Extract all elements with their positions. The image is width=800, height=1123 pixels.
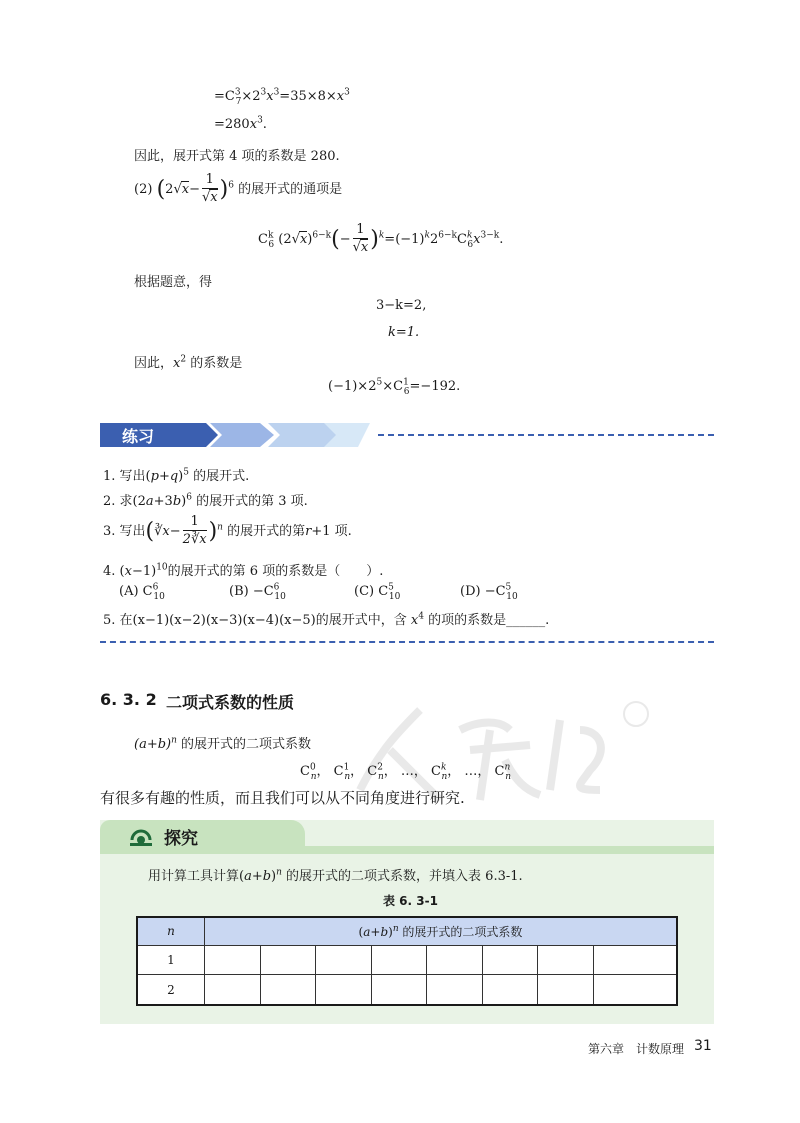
practice-question-5: 5. 在(x−1)(x−2)(x−3)(x−4)(x−5)的展开式中，含 $x^4$ 的项的系数是______. bbox=[103, 611, 550, 628]
by-condition-line: 根据题意，得 bbox=[134, 275, 213, 290]
conclusion-line-2: 因此，$x^2$ 的系数是 bbox=[134, 354, 243, 371]
row-n-value: 2 bbox=[137, 975, 205, 1006]
equation-line-2: $=280x^3$. bbox=[214, 115, 267, 132]
column-header-n: n bbox=[137, 917, 205, 945]
table-header-row bbox=[137, 917, 677, 945]
option-a[interactable]: (A) $C^6_{10}$ bbox=[119, 582, 165, 602]
option-d[interactable]: $(D) -C^5_{10}$ bbox=[460, 582, 518, 602]
binomial-coefficients-list: $C^0_n$， $C^1_n$， $C^2_n$， …， $C^k_n$， …， $C^n_n$ bbox=[300, 762, 512, 782]
equation-line-1: $=C^3_7\times 2^3x^3=35\times 8\times x^3$ bbox=[214, 87, 350, 107]
explore-title: 探究 bbox=[164, 829, 198, 849]
explore-prompt: 用计算工具计算$(a+b)^n$ 的展开式的二项式系数，并填入表 6.3-1. bbox=[148, 867, 523, 884]
practice-question-2: 2. 求$(2a+3b)^6$ 的展开式的第 3 项. bbox=[103, 492, 308, 509]
row-n-value: 1 bbox=[137, 945, 205, 975]
section-intro: $(a+b)^n$ 的展开式的二项式系数 bbox=[134, 735, 312, 752]
column-header-coefficients: $(a+b)^n$ 的展开式的二项式系数 bbox=[205, 917, 678, 945]
table-cell[interactable] bbox=[205, 975, 261, 1006]
table-cell[interactable] bbox=[371, 975, 427, 1006]
general-term-equation: $C^k_6$ $(2√x)^{6-k}(-$ $\frac{1}{√x}$ )$^k=(-1)^k2^{6-k}C^k_6x^{3-k}$. bbox=[258, 222, 504, 255]
table-row bbox=[137, 975, 677, 1006]
footer-chapter: 第六章 计数原理 bbox=[588, 1042, 685, 1056]
table-cell[interactable] bbox=[260, 945, 316, 975]
table-row bbox=[137, 945, 677, 975]
coefficient-result: $(-1)\times 2^5\times C^1_6=-192$. bbox=[328, 377, 461, 397]
section-title: 二项式系数的性质 bbox=[166, 693, 295, 712]
equation-k-2: k=1. bbox=[388, 325, 420, 340]
table-cell[interactable] bbox=[427, 975, 483, 1006]
section-body: 有很多有趣的性质，而且我们可以从不同角度进行研究. bbox=[100, 789, 465, 807]
table-cell[interactable] bbox=[593, 945, 677, 975]
option-b[interactable]: $(B) -C^6_{10}$ bbox=[229, 582, 286, 602]
table-cell[interactable] bbox=[316, 945, 372, 975]
table-cell[interactable] bbox=[371, 945, 427, 975]
binomial-coefficient-table bbox=[136, 916, 678, 1006]
practice-question-4: 4. $(x-1)^{10}$的展开式的第 6 项的系数是（ ）. bbox=[103, 562, 384, 579]
practice-question-1: 1. 写出$(p+q)^5$ 的展开式. bbox=[103, 467, 250, 484]
practice-divider-bottom bbox=[100, 641, 714, 643]
table-cell[interactable] bbox=[205, 945, 261, 975]
equation-k-1: 3−k=2, bbox=[376, 298, 427, 313]
table-cell[interactable] bbox=[482, 945, 538, 975]
option-c[interactable]: (C) $C^5_{10}$ bbox=[354, 582, 401, 602]
practice-title: 练习 bbox=[122, 427, 155, 446]
table-cell[interactable] bbox=[482, 975, 538, 1006]
table-cell[interactable] bbox=[538, 975, 594, 1006]
table-caption: 表 6. 3-1 bbox=[383, 894, 438, 908]
explore-icon bbox=[130, 827, 152, 847]
table-cell[interactable] bbox=[427, 945, 483, 975]
page-number: 31 bbox=[694, 1038, 712, 1054]
table-cell[interactable] bbox=[593, 975, 677, 1006]
practice-divider-top bbox=[378, 434, 714, 436]
practice-question-3: 3. 写出(∛x− $\frac{1}{2∛x}$ )$^n$ 的展开式的第r+1 项. bbox=[103, 514, 352, 547]
table-cell[interactable] bbox=[538, 945, 594, 975]
table-cell[interactable] bbox=[316, 975, 372, 1006]
table-cell[interactable] bbox=[260, 975, 316, 1006]
part-2-statement: (2) (2√x− $\frac{1}{√x}$ )$^6$ 的展开式的通项是 bbox=[134, 172, 343, 205]
section-number: 6. 3. 2 bbox=[100, 690, 157, 709]
conclusion-line-1: 因此，展开式第 4 项的系数是 280. bbox=[134, 149, 340, 164]
